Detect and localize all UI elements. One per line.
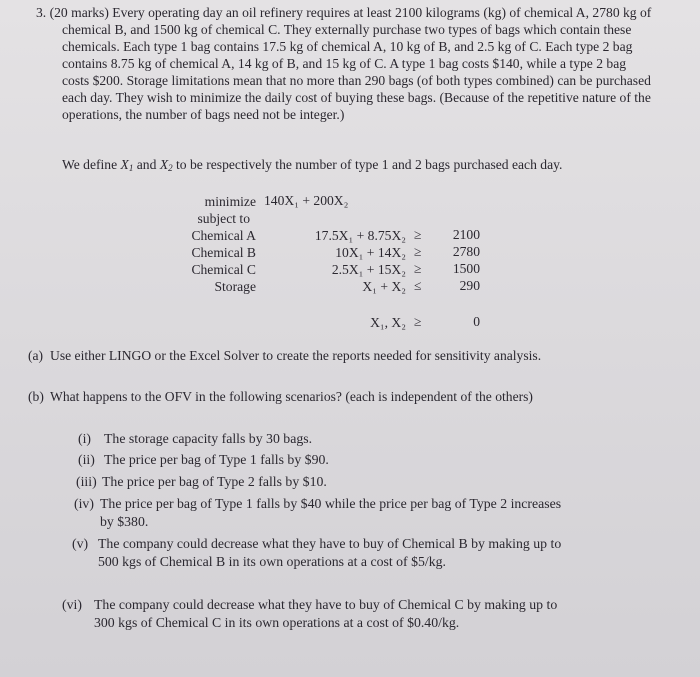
constraint-b-rhs: 2780 xyxy=(452,244,480,259)
constraint-a-rhs: 2100 xyxy=(452,227,480,242)
scenario-ii: (ii) The price per bag of Type 1 falls by $90. xyxy=(78,452,329,467)
variable-definition: We define $X_1$ and $X_2$ to be respectively the number of type 1 and 2 bags purchased each day. xyxy=(62,157,563,173)
scenario-iv: (iv) The price per bag of Type 1 falls by $40 while the price per bag of Type 2 increases by $380. xyxy=(74,496,562,529)
problem-intro xyxy=(36,4,652,123)
nonneg-rhs: 0 xyxy=(473,314,480,329)
constraint-b-expr: 10X₁ + 14X₂ xyxy=(335,245,406,260)
constraint-c-expr: 2.5X₁ + 15X₂ xyxy=(331,262,406,277)
part-b-text: What happens to the OFV in the following scenarios? (each is independent of the others) xyxy=(50,389,533,404)
constraint-a-rel: ≥ xyxy=(414,227,422,242)
constraint-storage-rel: ≤ xyxy=(414,278,422,293)
constraint-a-expr: 17.5X₁ + 8.75X₂ xyxy=(314,228,406,243)
var-x2: $X_2$ xyxy=(159,157,173,173)
part-a xyxy=(28,347,648,381)
constraint-storage-rhs: 290 xyxy=(459,278,480,293)
constraint-c-label: Chemical C xyxy=(191,262,256,277)
var-x1: $X_1$ xyxy=(120,157,134,173)
constraint-b-rel: ≥ xyxy=(414,244,422,259)
scenario-vi: (vi) The company could decrease what they have to buy of Chemical C by making up to 300 kgs of Chemical C in its own operations at a cost of $0.40/kg. xyxy=(62,597,558,630)
scenario-v: (v) The company could decrease what they have to buy of Chemical B by making up to 500 kgs of Chemical B in its own operations at a cost of $5/kg. xyxy=(72,536,562,569)
part-b xyxy=(28,388,648,422)
subject-to-label: subject to xyxy=(197,211,250,226)
part-a-text: Use either LINGO or the Excel Solver to create the reports needed for sensitivity analysis. xyxy=(50,348,542,363)
constraint-storage-label: Storage xyxy=(214,279,256,294)
nonneg-expr: X₁, X₂ xyxy=(370,315,406,330)
objective-function: 140X₁ + 200X₂ xyxy=(264,193,349,208)
constraint-c-rhs: 1500 xyxy=(452,261,480,276)
scenario-i: (i) The storage capacity falls by 30 bags. xyxy=(78,431,313,446)
constraint-c-rel: ≥ xyxy=(414,261,422,276)
scenario-iii: (iii) The price per bag of Type 2 falls by $10. xyxy=(76,474,327,489)
part-b-tag: (b) xyxy=(28,389,44,404)
constraint-storage-expr: X₁ + X₂ xyxy=(362,279,406,294)
nonneg-rel: ≥ xyxy=(414,314,422,329)
minimize-label: minimize xyxy=(204,194,256,209)
constraint-a-label: Chemical A xyxy=(191,228,256,243)
question-number: 3. xyxy=(36,5,47,20)
intro-text: (20 marks) Every operating day an oil refinery requires at least 2100 kilograms (kg) of chemical A, 2780 kg of chemical B, and 1500 kg of chemical C. They externally purchase two types of bags which contain these chemicals. Each type 1 bag contains 17.5 kg of chemical A, 10 kg of B, and 2.5 kg of C. Each type 2 bag contains 8.75 kg of chemical A, 14 kg of B, and 15 kg of C. A type 1 bag costs $140, while a type 2 bag costs $200. Storage limitations mean that no more than 290 bags (of both types combined) can be purchased each day. They wish to minimize the daily cost of buying these bags. (Because of the repetitive nature of the operations, the number of bags need not be integer.) xyxy=(49,5,652,122)
constraint-b-label: Chemical B xyxy=(191,245,256,260)
part-a-tag: (a) xyxy=(28,348,44,363)
